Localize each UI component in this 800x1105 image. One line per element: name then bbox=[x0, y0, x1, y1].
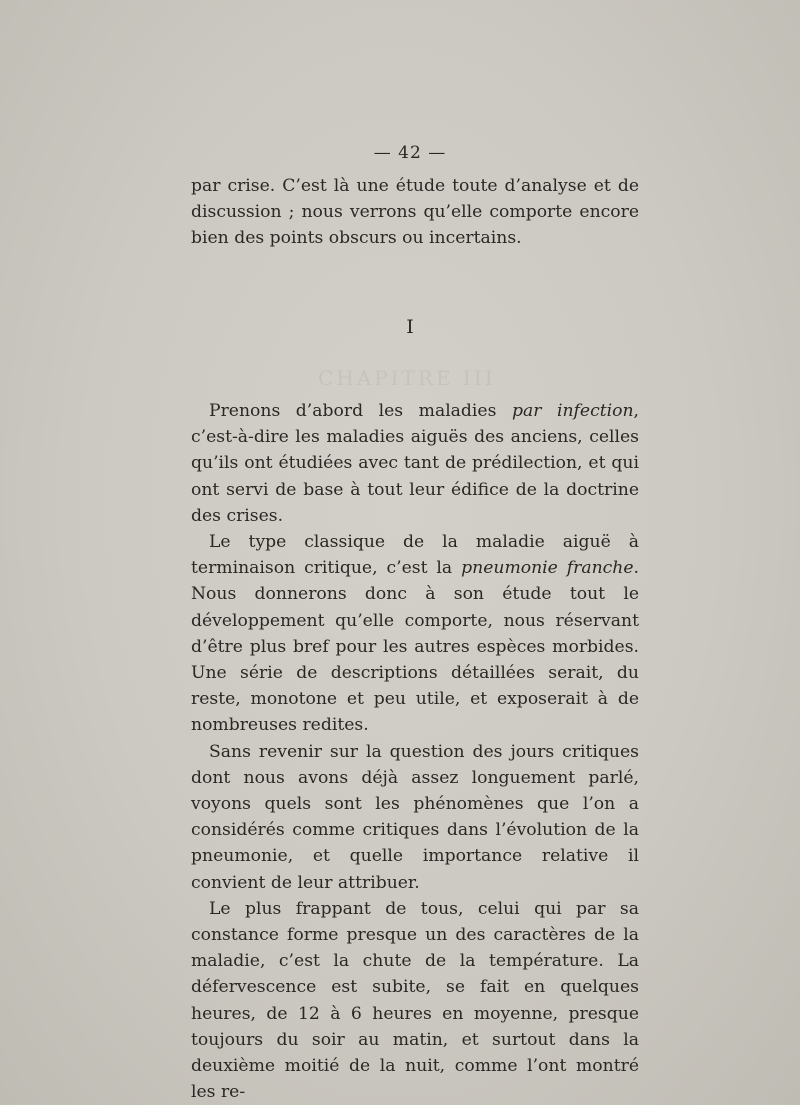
paragraph-2-text-after: . Nous donnerons donc à son étude tout le développement qu’elle comporte, nous réservant d’être plus bref pour les autres espèces morbides. Une série de descriptions détaillées serait, du reste, monotone et peu utile, et exposerait à de nombreuses redites. bbox=[191, 558, 639, 736]
page-number: — 42 — bbox=[373, 143, 447, 163]
paragraph-1-text-before: Prenons d’abord les maladies bbox=[209, 401, 512, 421]
main-text-block bbox=[191, 398, 639, 1105]
intro-paragraph: par crise. C’est là une étude toute d’analyse et de discussion ; nous verrons qu’elle comporte encore bien des points obscurs ou incertains. bbox=[191, 176, 639, 249]
paragraph-1-text-after: , c’est-à-dire les maladies aiguës des anciens, celles qu’ils ont étudiées avec tant de prédilection, et qui ont servi de base à tout leur édifice de la doctrine des crises. bbox=[191, 401, 639, 526]
paragraph-1 bbox=[191, 398, 639, 529]
paragraph-1-italic-term: par infection bbox=[511, 401, 634, 421]
bleed-through-text: CHAPITRE III bbox=[318, 366, 496, 390]
paragraph-2-text-before: Le type classique de la maladie aiguë à terminaison critique, c’est la bbox=[191, 532, 639, 579]
paragraph-2 bbox=[191, 529, 639, 739]
section-heading: I bbox=[406, 316, 414, 338]
intro-text-block bbox=[191, 173, 639, 252]
paragraph-3: Sans revenir sur la question des jours critiques dont nous avons déjà assez longuement parlé, voyons quels sont les phénomènes que l’on a considérés comme critiques dans l’évolution de la pneumonie, et quelle importance relative il convient de leur attribuer. bbox=[191, 741, 639, 893]
paragraph-4: Le plus frappant de tous, celui qui par sa constance forme presque un des caractères de la maladie, c’est la chute de la température. La défervescence est subite, se fait en quelques heures, de 12 à 6 heures en moyenne, presque toujours du soir au matin, et surtout dans la deuxième moitié de la nuit, comme l’ont montré les re- bbox=[191, 898, 639, 1103]
paragraph-2-italic-term: pneumonie franche bbox=[461, 558, 634, 579]
